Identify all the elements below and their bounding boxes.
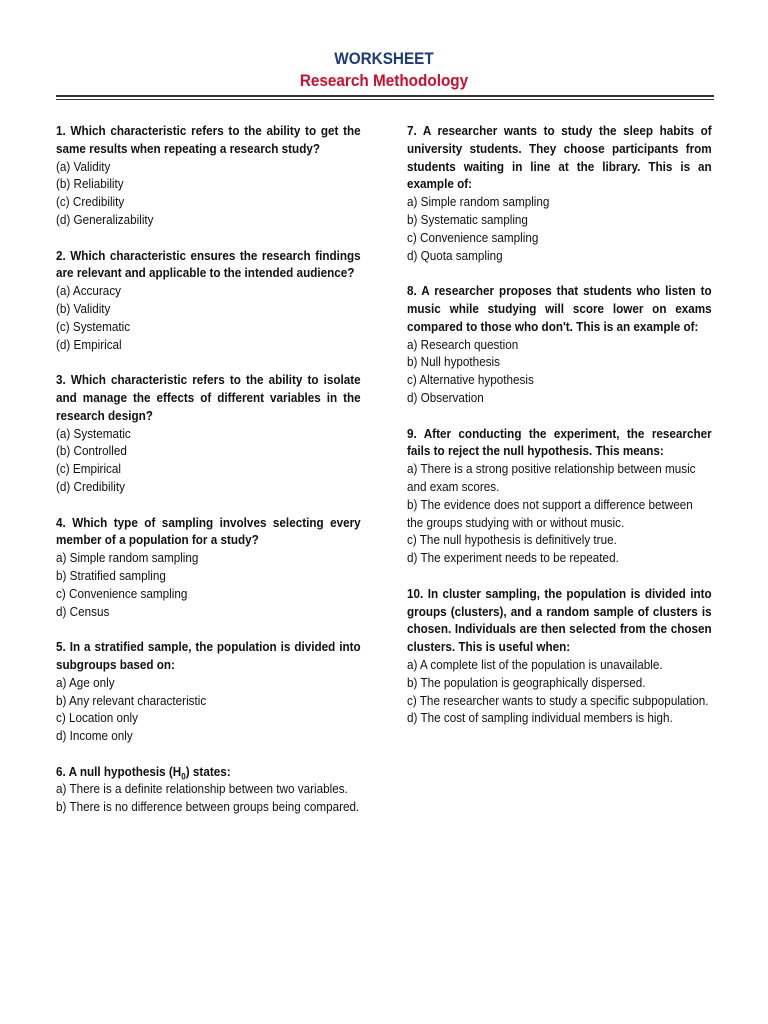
option-a: a) Simple random sampling <box>56 550 199 566</box>
option-c: c) Convenience sampling <box>407 229 539 245</box>
question-text: 10. In cluster sampling, the population is divided into groups (clusters), and a random sample of clusters is chosen. Individuals are then selected from the chosen clusters. This is useful when: <box>407 585 712 655</box>
option-b: b) Null hypothesis <box>407 354 500 370</box>
question-6 <box>56 763 361 816</box>
option-b: b) Stratified sampling <box>56 567 166 583</box>
option-b: (b) Controlled <box>56 443 127 459</box>
option-c: c) The researcher wants to study a specific subpopulation. <box>407 692 709 708</box>
option-b: (b) Validity <box>56 300 111 316</box>
option-a: (a) Systematic <box>56 425 131 441</box>
question-text: 9. After conducting the experiment, the researcher fails to reject the null hypothesis. This means: <box>407 425 712 459</box>
question-text: 5. In a stratified sample, the population is divided into subgroups based on: <box>56 639 361 672</box>
option-b: b) Systematic sampling <box>407 211 528 227</box>
option-c: (c) Systematic <box>56 318 131 334</box>
option-c: (c) Credibility <box>56 194 125 210</box>
option-c: c) Alternative hypothesis <box>407 372 534 388</box>
option-a: (a) Validity <box>56 158 111 174</box>
worksheet-subtitle: Research Methodology <box>299 71 469 90</box>
option-d: (d) Empirical <box>56 336 122 352</box>
question-text-end: ) states: <box>185 763 231 779</box>
question-2 <box>56 247 361 354</box>
option-c: c) Convenience sampling <box>56 585 188 601</box>
option-b: (b) Reliability <box>56 176 124 192</box>
option-b: b) There is no difference between groups being compared. <box>56 799 360 815</box>
question-text: 7. A researcher wants to study the sleep habits of university students. They choose participants from students waiting in line at the library. This is an example of: <box>407 123 712 192</box>
option-d: (d) Credibility <box>56 478 125 494</box>
question-text: 3. Which characteristic refers to the ability to isolate and manage the effects of different variables in the research design? <box>56 372 361 423</box>
worksheet-header <box>0 48 768 92</box>
question-text-start: 6. A null hypothesis (H <box>56 763 182 779</box>
option-b: b) The population is geographically dispersed. <box>407 674 646 690</box>
question-8 <box>407 282 712 407</box>
option-a: a) Simple random sampling <box>407 194 550 210</box>
option-b: b) The evidence does not support a difference between the groups studying with or without music. <box>407 496 693 530</box>
option-d: d) Observation <box>407 389 484 405</box>
option-a: a) A complete list of the population is unavailable. <box>407 656 663 672</box>
option-d: (d) Generalizability <box>56 211 154 227</box>
right-column <box>407 122 712 745</box>
option-a: a) There is a strong positive relationship between music and exam scores. <box>407 461 696 494</box>
option-c: c) The null hypothesis is definitively true. <box>407 532 617 548</box>
question-10 <box>407 585 712 727</box>
question-7 <box>407 122 712 264</box>
option-d: d) Income only <box>56 728 133 744</box>
option-c: (c) Empirical <box>56 461 122 477</box>
option-d: d) The experiment needs to be repeated. <box>407 550 619 566</box>
option-c: c) Location only <box>56 710 138 726</box>
header-divider-thick <box>56 95 714 97</box>
question-text: 1. Which characteristic refers to the ability to get the same results when repeating a research study? <box>56 123 361 156</box>
worksheet-title: WORKSHEET <box>334 49 434 68</box>
question-5 <box>56 638 361 745</box>
question-text <box>56 763 361 781</box>
option-a: a) There is a definite relationship between two variables. <box>56 781 348 797</box>
option-a: a) Age only <box>56 674 115 690</box>
question-1 <box>56 122 361 229</box>
question-9 <box>407 425 712 567</box>
question-4 <box>56 514 361 621</box>
question-text: 8. A researcher proposes that students who listen to music while studying will score lower on exams compared to those who don't. This is an example of: <box>407 283 712 334</box>
question-text: 4. Which type of sampling involves selecting every member of a population for a study? <box>56 514 361 548</box>
option-b: b) Any relevant characteristic <box>56 692 207 708</box>
left-column <box>56 122 361 834</box>
header-divider-thin <box>56 99 714 100</box>
option-d: d) The cost of sampling individual members is high. <box>407 710 673 726</box>
option-a: (a) Accuracy <box>56 283 122 299</box>
subscript-zero: 0 <box>181 771 186 782</box>
option-a: a) Research question <box>407 336 519 352</box>
question-text: 2. Which characteristic ensures the research findings are relevant and applicable to the intended audience? <box>56 247 361 281</box>
option-d: d) Census <box>56 603 110 619</box>
option-d: d) Quota sampling <box>407 247 503 263</box>
question-3 <box>56 371 361 496</box>
